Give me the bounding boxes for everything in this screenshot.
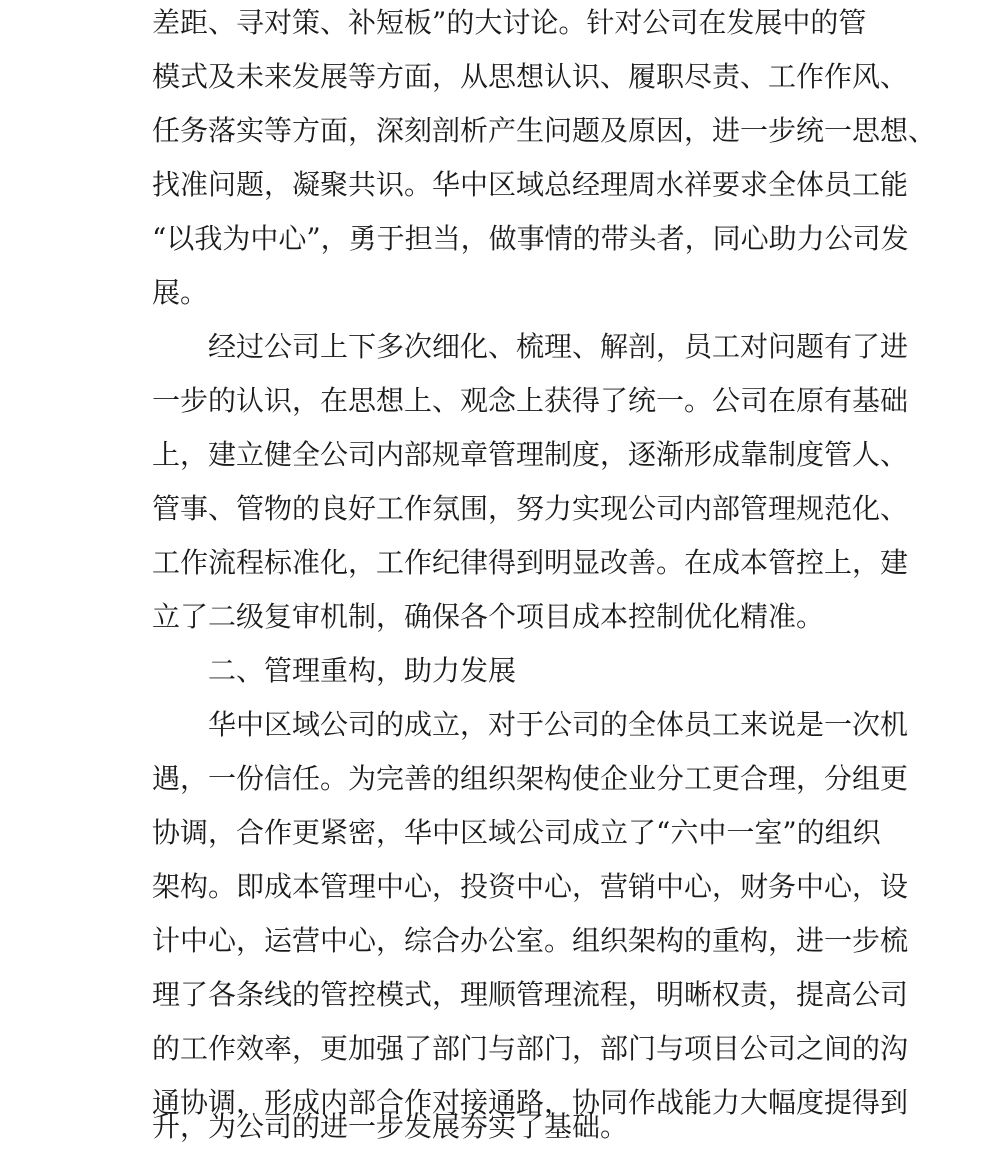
paragraph-3-line: 协调，合作更紧密，华中区域公司成立了“六中一室”的组织 [152,816,881,849]
paragraph-1-line: 模式及未来发展等方面，从思想认识、履职尽责、工作作风、 [152,60,909,93]
paragraph-3-line: 通协调，形成内部合作对接通路，协同作战能力大幅度提得到 [152,1086,909,1119]
paragraph-3-line: 遇，一份信任。为完善的组织架构使企业分工更合理，分组更 [152,762,909,795]
paragraph-2-line: 经过公司上下多次细化、梳理、解剖，员工对问题有了进 [208,330,909,363]
paragraph-1-line: 差距、寻对策、补短板”的大讨论。针对公司在发展中的管 [152,6,867,39]
paragraph-1-line: 找准问题，凝聚共识。华中区域总经理周水祥要求全体员工能 [152,168,909,201]
paragraph-2-line: 上，建立健全公司内部规章管理制度，逐渐形成靠制度管人、 [152,438,909,471]
paragraph-2-line: 管事、管物的良好工作氛围，努力实现公司内部管理规范化、 [152,492,909,525]
paragraph-3-line: 华中区域公司的成立，对于公司的全体员工来说是一次机 [208,708,909,741]
paragraph-3-line: 理了各条线的管控模式，理顺管理流程，明晰权责，提高公司 [152,978,909,1011]
paragraph-2-line: 一步的认识，在思想上、观念上获得了统一。公司在原有基础 [152,384,909,417]
paragraph-3-line: 的工作效率，更加强了部门与部门，部门与项目公司之间的沟 [152,1032,909,1065]
paragraph-1-line: 任务落实等方面，深刻剖析产生问题及原因，进一步统一思想、 [152,114,937,147]
paragraph-1-line: “以我为中心”，勇于担当，做事情的带头者，同心助力公司发 [152,222,909,255]
paragraph-3-line: 升，为公司的进一步发展夯实了基础。 [152,1110,629,1143]
paragraph-2-line: 工作流程标准化，工作纪律得到明显改善。在成本管控上，建 [152,546,909,579]
paragraph-2-line: 立了二级复审机制，确保各个项目成本控制优化精准。 [152,600,825,633]
paragraph-3-line: 架构。即成本管理中心，投资中心，营销中心，财务中心，设 [152,870,909,903]
paragraph-3-line: 计中心，运营中心，综合办公室。组织架构的重构，进一步梳 [152,924,909,957]
paragraph-1-line: 展。 [152,276,209,309]
section-heading: 二、管理重构，助力发展 [208,654,517,687]
